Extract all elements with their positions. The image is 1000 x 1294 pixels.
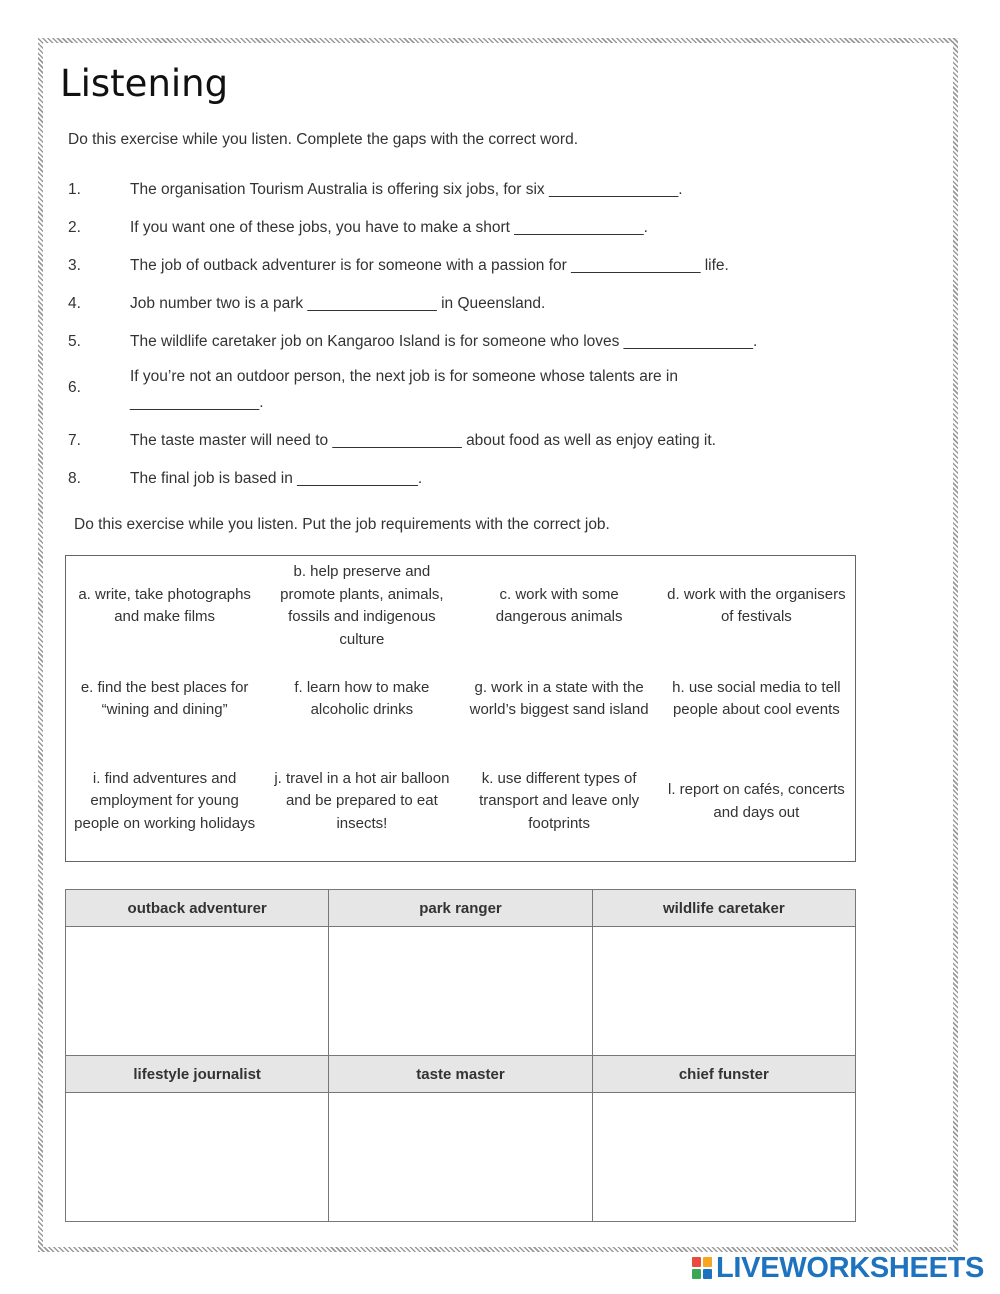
item-number: 7. [68, 432, 81, 449]
answer-drop-zone-wildlife-caretaker[interactable] [592, 927, 855, 1056]
exercise1-instruction: Do this exercise while you listen. Complete the gaps with the correct word. [68, 131, 579, 148]
gap-item-8 [68, 470, 868, 500]
requirement-j: j. travel in a hot air balloon and be prepared to eat insects! [274, 769, 450, 832]
logo-block [703, 1269, 712, 1279]
item-text: Job number two is a park _______________ in Queensland. [130, 295, 546, 312]
answer-drop-zone-chief-funster[interactable] [592, 1093, 855, 1222]
answer-drop-zone-taste-master[interactable] [329, 1093, 592, 1222]
requirement-a: a. write, take photographs and make films [78, 585, 251, 625]
job-header-wildlife-caretaker: wildlife caretaker [592, 890, 855, 927]
item-number: 6. [68, 379, 81, 396]
job-header-taste-master: taste master [329, 1056, 592, 1093]
liveworksheets-logo-icon [692, 1257, 712, 1279]
watermark-text: LIVEWORKSHEETS [716, 1251, 985, 1284]
exercise2-instruction: Do this exercise while you listen. Put the job requirements with the correct job. [74, 516, 610, 533]
liveworksheets-watermark [692, 1251, 985, 1284]
requirement-b: b. help preserve and promote plants, animals, fossils and indigenous culture [280, 563, 444, 648]
job-header-park-ranger: park ranger [329, 890, 592, 927]
gap-item-2 [68, 219, 868, 257]
answer-drop-zone-outback-adventurer[interactable] [66, 927, 329, 1056]
requirement-c: c. work with some dangerous animals [495, 585, 623, 625]
item-number: 5. [68, 333, 81, 350]
item-text: The organisation Tourism Australia is offering six jobs, for six _______________. [130, 181, 683, 198]
item-text: The wildlife caretaker job on Kangaroo Island is for someone who loves _______________. [130, 333, 758, 350]
item-number: 4. [68, 295, 81, 312]
requirement-h: h. use social media to tell people about cool events [672, 678, 841, 718]
item-text: If you want one of these jobs, you have to make a short _______________. [130, 219, 648, 236]
item-number: 8. [68, 470, 81, 487]
answer-drop-zone-lifestyle-journalist[interactable] [66, 1093, 329, 1222]
item-text: If you’re not an outdoor person, the next job is for someone whose talents are in _______________. [130, 368, 678, 411]
gap-item-3 [68, 257, 868, 295]
item-text: The final job is based in ______________. [130, 470, 423, 487]
gap-item-6 [68, 370, 868, 432]
logo-block [692, 1257, 701, 1267]
requirement-d: d. work with the organisers of festivals [667, 585, 846, 625]
item-number: 3. [68, 257, 81, 274]
answer-drop-zone-park-ranger[interactable] [329, 927, 592, 1056]
requirement-k: k. use different types of transport and leave only footprints [479, 769, 640, 832]
gap-item-7 [68, 432, 868, 470]
gap-item-4 [68, 295, 868, 333]
job-matching-table [65, 889, 856, 1222]
requirement-f: f. learn how to make alcoholic drinks [294, 678, 430, 718]
item-text: The job of outback adventurer is for someone with a passion for _______________ life. [130, 257, 729, 274]
item-text: The taste master will need to _______________ about food as well as enjoy eating it. [130, 432, 716, 449]
logo-block [692, 1269, 701, 1279]
job-requirements-box [65, 555, 856, 862]
job-header-lifestyle-journalist: lifestyle journalist [66, 1056, 329, 1093]
requirement-l: l. report on cafés, concerts and days out [668, 781, 845, 821]
logo-block [703, 1257, 712, 1267]
item-number: 1. [68, 181, 81, 198]
job-header-outback-adventurer: outback adventurer [66, 890, 329, 927]
item-number: 2. [68, 219, 81, 236]
page-title: Listening [60, 62, 229, 105]
requirement-e: e. find the best places for “wining and dining” [80, 678, 249, 718]
requirement-i: i. find adventures and employment for young people on working holidays [74, 769, 256, 832]
gap-item-1 [68, 181, 868, 219]
job-header-chief-funster: chief funster [592, 1056, 855, 1093]
requirement-g: g. work in a state with the world’s biggest sand island [469, 678, 649, 718]
